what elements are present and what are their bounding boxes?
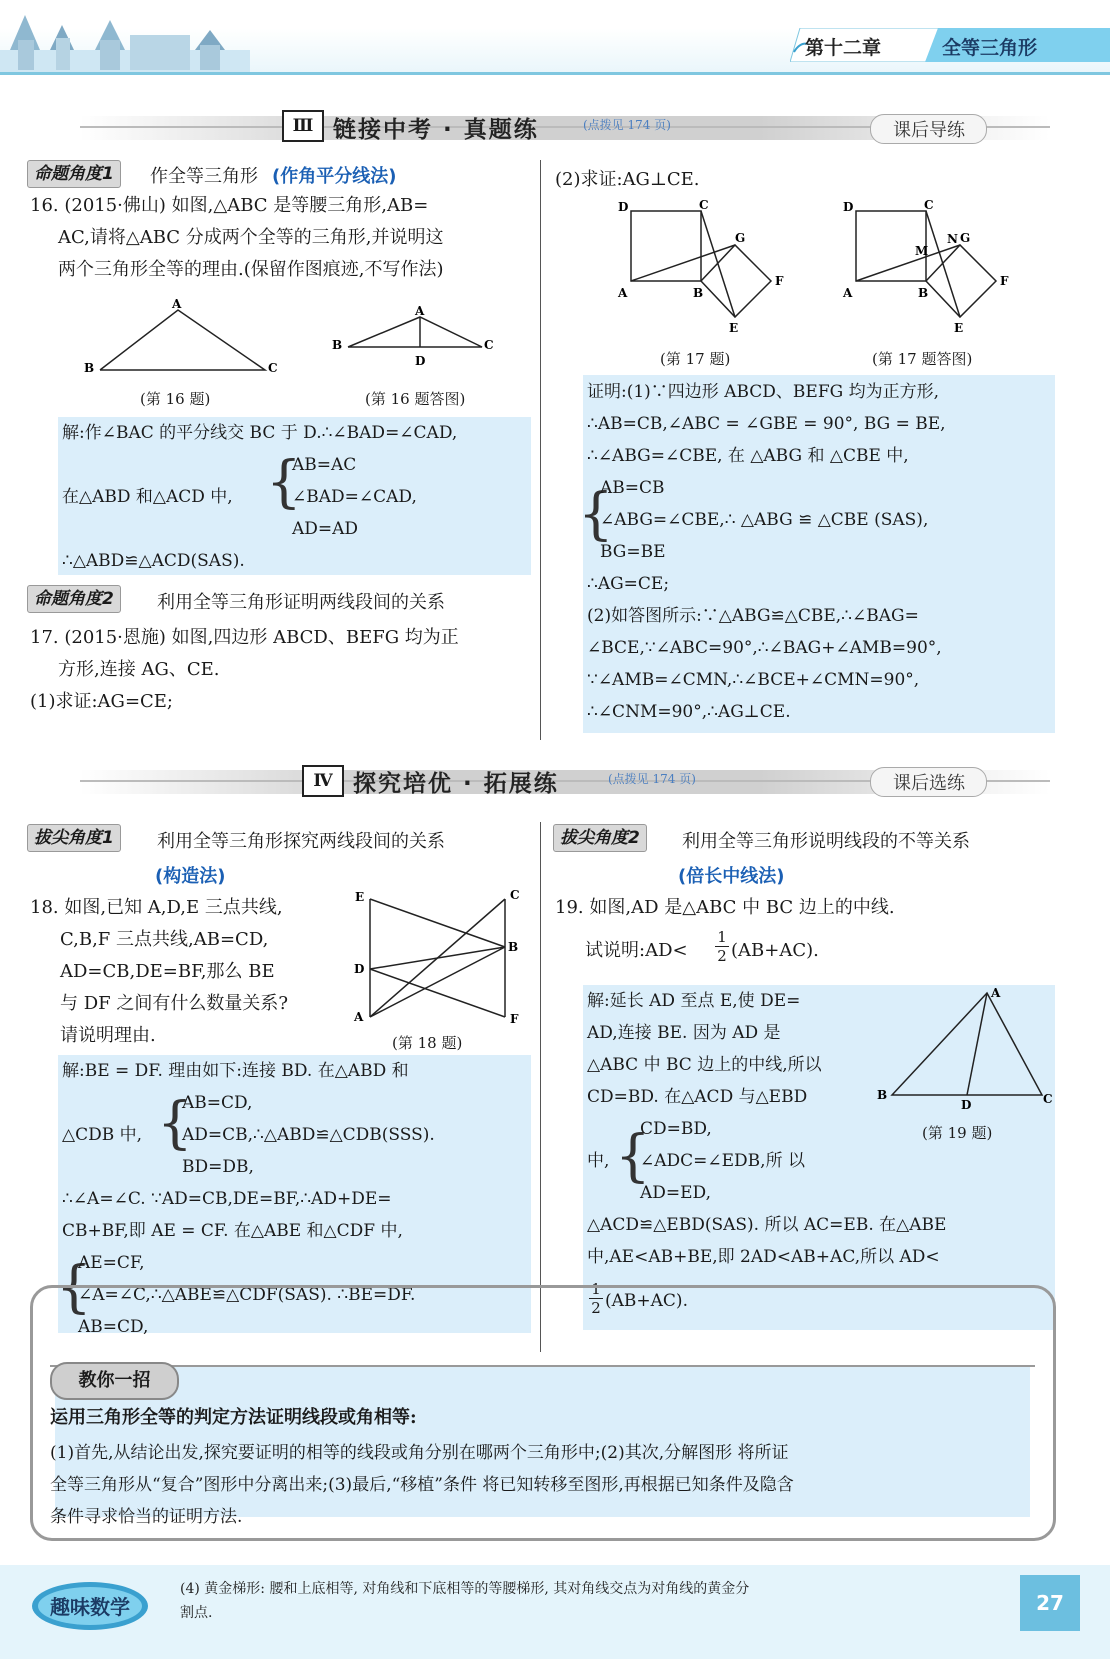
chapter-title: 全等三角形 — [942, 37, 1038, 59]
q18-label-a: A — [354, 1010, 364, 1024]
q18-line1: 18. 如图,已知 A,D,E 三点共线, — [30, 897, 283, 918]
q19-sol-l10b: (AB+AC). — [605, 1291, 688, 1311]
q18-line2: C,B,F 三点共线,AB=CD, — [60, 929, 269, 950]
q16-answer-figure — [330, 305, 510, 375]
q19-line2b: (AB+AC). — [731, 940, 819, 961]
angle4-text: 利用全等三角形说明线段的不等关系 — [682, 831, 970, 852]
angle2-text: 利用全等三角形证明两线段间的关系 — [157, 592, 445, 613]
q17-label-d: D — [618, 200, 629, 214]
q16-brace: { — [266, 450, 302, 515]
q17-sol-b1: AB=CB — [600, 478, 665, 498]
q17a-label-a: A — [843, 286, 853, 300]
q19-label-d: D — [961, 1098, 972, 1112]
q18-sol-l5: ∴∠A=∠C. ∵AD=CB,DE=BF,∴AD+DE= — [62, 1189, 392, 1209]
q17-label-e: E — [729, 321, 739, 335]
q17a-label-d: D — [843, 200, 854, 214]
q17-caption: (第 17 题) — [660, 350, 731, 368]
q19-label-c: C — [1043, 1092, 1053, 1106]
section3-title: 链接中考 · 真题练 — [333, 117, 539, 143]
castle-illustration — [0, 10, 250, 72]
q17-figure — [615, 197, 795, 337]
q18-label-b: B — [508, 940, 519, 954]
q17-sol-l9: ∠BCE,∵∠ABC=90°,∴∠BAG+∠AMB=90°, — [587, 638, 942, 658]
q18-label-d: D — [354, 962, 365, 976]
q18-line3: AD=CB,DE=BF,那么 BE — [60, 961, 275, 982]
q16-line3: 两个三角形全等的理由.(保留作图痕迹,不写作法) — [58, 259, 444, 280]
angle3-label: 拔尖角度1 — [27, 824, 121, 852]
tip-title: 运用三角形全等的判定方法证明线段或角相等: — [50, 1407, 417, 1428]
q19-line2a: 试说明:AD< — [585, 940, 688, 961]
q17-sol-l8: (2)如答图所示:∵△ABG≌△CBE,∴∠BAG= — [587, 606, 919, 626]
logo-text: 趣味数学 — [50, 1595, 130, 1619]
q17-sol-l1: 证明:(1)∵四边形 ABCD、BEFG 均为正方形, — [587, 382, 940, 402]
q18-brace1: { — [157, 1091, 193, 1156]
q17a-label-g: G — [960, 231, 971, 245]
q17-label-b: B — [693, 286, 704, 300]
q18-sol-c1: AE=CF, — [78, 1253, 145, 1273]
angle1-label: 命题角度1 — [27, 160, 121, 188]
page-number: 27 — [1020, 1575, 1080, 1631]
q18-sol-b3: BD=DB, — [182, 1157, 254, 1177]
q16-sol-b2: ∠BAD=∠CAD, — [292, 487, 417, 507]
tip-rule — [50, 1365, 1035, 1367]
q17-label-f: F — [775, 274, 784, 288]
q18-figure — [350, 885, 530, 1025]
angle4-label: 拔尖角度2 — [553, 824, 647, 852]
q19-sol-l9: 中,AE<AB+BE,即 2AD<AB+AC,所以 AD< — [587, 1247, 940, 1267]
q19-brace: { — [615, 1124, 651, 1189]
q18-label-f: F — [510, 1012, 519, 1025]
q16-label-b: B — [84, 361, 95, 375]
angle3-text: 利用全等三角形探究两线段间的关系 — [157, 831, 445, 852]
q16-sol-line5: ∴△ABD≌△ACD(SAS). — [62, 551, 245, 571]
q19-sol-frac-num: 1 — [589, 1280, 603, 1299]
q17a-label-c: C — [924, 198, 934, 212]
q17-sol-l11: ∴∠CNM=90°,∴AG⊥CE. — [587, 702, 791, 722]
q16-answer-caption: (第 16 题答图) — [365, 390, 466, 408]
q16-sol-pre: 在△ABD 和△ACD 中, — [62, 487, 233, 507]
q18-caption: (第 18 题) — [392, 1034, 463, 1052]
q19-label-b: B — [877, 1088, 888, 1102]
section3-tag: 课后导练 — [893, 120, 965, 141]
q17-label-a: A — [618, 286, 628, 300]
q16a-label-d: D — [415, 354, 426, 368]
q17-sol-l2: ∴AB=CB,∠ABC = ∠GBE = 90°, BG = BE, — [587, 414, 946, 434]
q19-label-a: A — [991, 986, 1001, 1000]
angle3-method: (构造法) — [155, 866, 226, 887]
q17-label-c: C — [699, 198, 709, 212]
angle2-label: 命题角度2 — [27, 585, 121, 613]
q18-label-c: C — [510, 888, 520, 902]
q18-sol-c3: AB=CD, — [78, 1317, 149, 1337]
q16-sol-b3: AD=AD — [292, 519, 359, 539]
q17-line1: 17. (2015·恩施) 如图,四边形 ABCD、BEFG 均为正 — [30, 627, 459, 648]
header-rule — [0, 72, 1110, 75]
footer-line1: (4) 黄金梯形: 腰和上底相等, 对角线和下底相等的等腰梯形, 其对角线交点为对角线的黄金分 — [180, 1581, 750, 1597]
q17a-label-e: E — [954, 321, 964, 335]
q17-sol-l10: ∵∠AMB=∠CMN,∴∠BCE+∠CMN=90°, — [587, 670, 920, 690]
q18-sol-l6: CB+BF,即 AE = CF. 在△ABE 和△CDF 中, — [62, 1221, 403, 1241]
q17-line3: (1)求证:AG=CE; — [30, 691, 173, 712]
q18-line5: 请说明理由. — [60, 1025, 156, 1046]
q19-sol-l4: CD=BD. 在△ACD 与△EBD — [587, 1087, 808, 1107]
q17-sol-l7: ∴AG=CE; — [587, 574, 670, 594]
q16-label-c: C — [268, 361, 278, 375]
tip-line2: 全等三角形从“复合”图形中分离出来;(3)最后,“移植”条件 将已知转移至图形,再根据已知条件及隐含 — [50, 1475, 794, 1495]
q19-sol-b3: AD=ED, — [640, 1183, 711, 1203]
q19-caption: (第 19 题) — [922, 1124, 993, 1142]
q19-sol-l1: 解:延长 AD 至点 E,使 DE= — [587, 991, 801, 1011]
tip-line1: (1)首先,从结论出发,探究要证明的相等的线段或角分别在哪两个三角形中;(2)其次,分解图形 将所证 — [50, 1443, 789, 1463]
q17-answer-caption: (第 17 题答图) — [872, 350, 973, 368]
q17-sol-b2: ∠ABG=∠CBE,∴ △ABG ≌ △CBE (SAS), — [600, 510, 929, 530]
footer-line2: 割点. — [180, 1605, 213, 1621]
q17-sol-b3: BG=BE — [600, 542, 666, 562]
section4-roman: Ⅳ — [302, 765, 344, 797]
q19-sol-l2: AD,连接 BE. 因为 AD 是 — [587, 1023, 781, 1043]
section4-tag: 课后选练 — [893, 773, 965, 794]
q19-sol-pre: 中, — [587, 1151, 610, 1171]
q19-line1: 19. 如图,AD 是△ABC 中 BC 边上的中线. — [555, 897, 895, 918]
q19-figure — [877, 985, 1057, 1115]
q16-line1: 16. (2015·佛山) 如图,△ABC 是等腰三角形,AB= — [30, 195, 429, 216]
q18-line4: 与 DF 之间有什么数量关系? — [60, 993, 289, 1014]
q16-sol-b1: AB=AC — [292, 455, 357, 475]
section3-ref: (点拨见 174 页) — [583, 118, 671, 132]
q16-figure — [80, 298, 280, 378]
q16-line2: AC,请将△ABC 分成两个全等的三角形,并说明这 — [58, 227, 444, 248]
q19-sol-b2: ∠ADC=∠EDB,所 以 — [640, 1151, 805, 1171]
q19-sol-b1: CD=BD, — [640, 1119, 712, 1139]
q17-brace: { — [578, 482, 614, 547]
q18-brace2: { — [56, 1255, 92, 1320]
q17-label-g: G — [735, 231, 746, 245]
q18-sol-pre: △CDB 中, — [62, 1125, 143, 1145]
q19-frac-num: 1 — [715, 928, 729, 947]
section3-roman: Ⅲ — [282, 110, 324, 142]
q18-sol-c2: ∠A=∠C,∴△ABE≌△CDF(SAS). ∴BE=DF. — [78, 1285, 416, 1305]
q19-sol-frac-den: 2 — [591, 1299, 601, 1317]
section4-ref: (点拨见 174 页) — [608, 772, 696, 786]
chapter-number: 第十二章 — [805, 37, 882, 59]
angle1-method: (作角平分线法) — [272, 166, 397, 187]
q17-sol-l3: ∴∠ABG=∠CBE, 在 △ABG 和 △CBE 中, — [587, 446, 909, 466]
q18-sol-b1: AB=CD, — [182, 1093, 253, 1113]
tip-badge: 教你一招 — [50, 1362, 179, 1400]
column-divider-bottom — [540, 822, 541, 1352]
tip-line3: 条件寻求恰当的证明方法. — [50, 1507, 243, 1527]
q16-sol-line1: 解:作∠BAC 的平分线交 BC 于 D.∴∠BAD=∠CAD, — [62, 423, 458, 443]
q17-part2: (2)求证:AG⊥CE. — [555, 169, 700, 190]
column-divider-top — [540, 160, 541, 740]
q16a-label-a: A — [415, 305, 425, 318]
q17a-label-b: B — [918, 286, 929, 300]
fun-math-logo — [30, 1578, 150, 1633]
q17-answer-figure — [840, 197, 1020, 337]
q19-sol-l8: △ACD≌△EBD(SAS). 所以 AC=EB. 在△ABE — [587, 1215, 947, 1235]
q17a-label-m: M — [915, 244, 929, 258]
q18-label-e: E — [355, 890, 365, 904]
q16-label-a: A — [172, 298, 182, 311]
q18-sol-l1: 解:BE = DF. 理由如下:连接 BD. 在△ABD 和 — [62, 1061, 409, 1081]
q18-sol-b2: AD=CB,∴△ABD≌△CDB(SSS). — [182, 1125, 435, 1145]
q17a-label-f: F — [1000, 274, 1009, 288]
q16a-label-b: B — [332, 338, 343, 352]
angle1-text: 作全等三角形 — [150, 166, 258, 187]
q17a-label-n: N — [947, 232, 958, 246]
angle4-method: (倍长中线法) — [678, 866, 785, 887]
q19-frac-den: 2 — [717, 947, 727, 965]
section4-title: 探究培优 · 拓展练 — [353, 771, 559, 797]
q16-caption: (第 16 题) — [140, 390, 211, 408]
q17-line2: 方形,连接 AG、CE. — [58, 659, 220, 680]
q16a-label-c: C — [484, 338, 494, 352]
q19-sol-l3: △ABC 中 BC 边上的中线,所以 — [587, 1055, 822, 1075]
q19-frac — [715, 928, 729, 965]
